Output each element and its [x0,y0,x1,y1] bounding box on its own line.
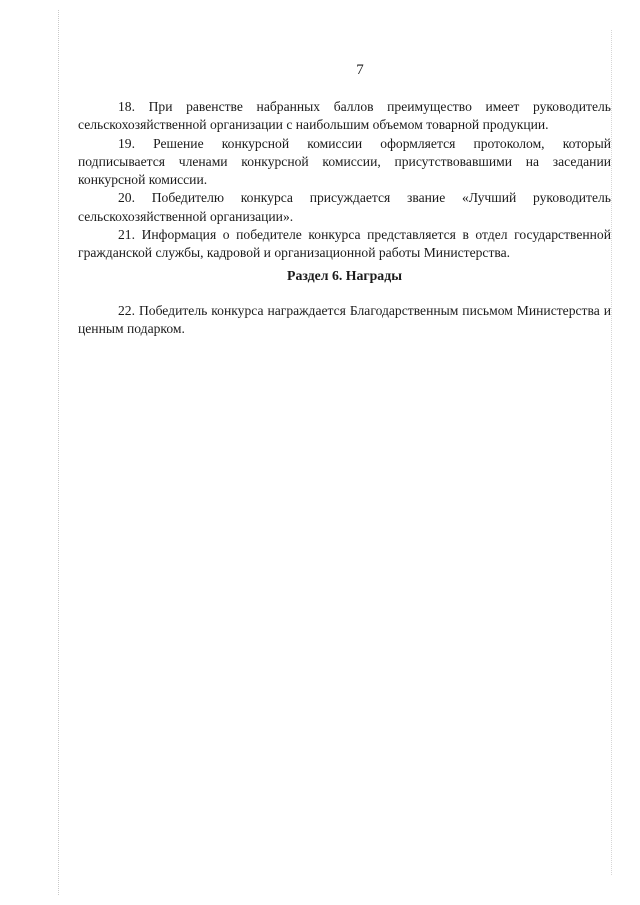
document-body [78,98,611,338]
paragraph-20: 20. Победителю конкурса присуждается звание «Лучший руководитель сельскохозяйственной организации». [78,190,611,224]
page-number: 7 [356,62,364,78]
paragraph-19: 19. Решение конкурсной комиссии оформляется протоколом, который подписывается членами конкурсной комиссии, присутствовавшими на заседании конкурсной комиссии. [78,135,611,188]
paragraph-21: 21. Информация о победителе конкурса представляется в отдел государственной гражданской службы, кадровой и организационной работы Министерства. [78,227,611,261]
scan-edge-left [58,10,59,895]
section-heading: Раздел 6. Награды [287,267,402,283]
paragraph-18: 18. При равенстве набранных баллов преимущество имеет руководитель сельскохозяйственной организации с наибольшим объемом товарной продукции. [78,99,611,133]
paragraph-22: 22. Победитель конкурса награждается Благодарственным письмом Министерства и ценным подарком. [78,302,611,336]
scan-edge-right [611,30,612,875]
